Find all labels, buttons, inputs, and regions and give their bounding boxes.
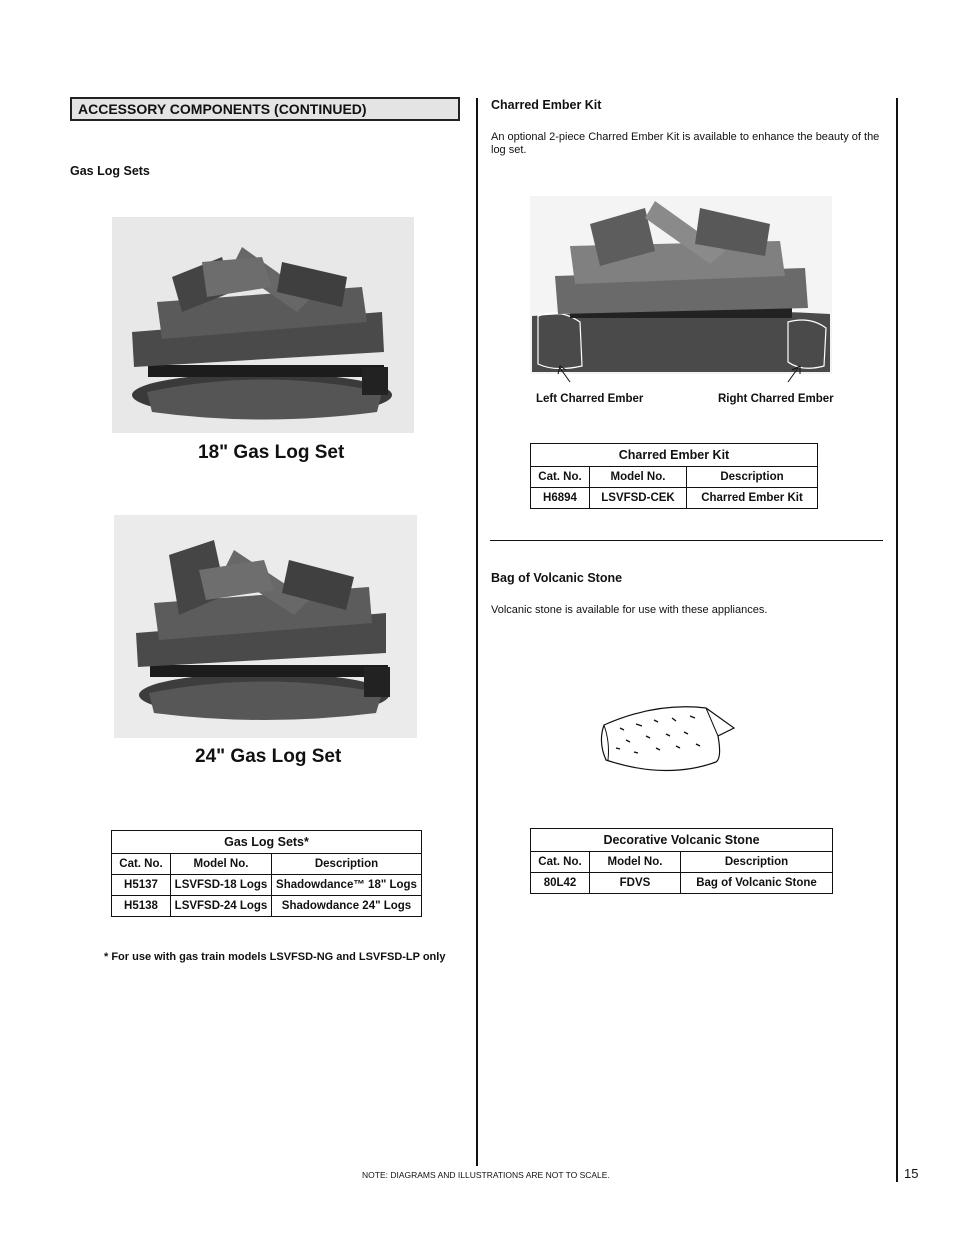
gas-log-footnote: * For use with gas train models LSVFSD-NG and LSVFSD-LP only bbox=[104, 951, 446, 963]
table-cell: Shadowdance 24" Logs bbox=[272, 896, 422, 917]
column-header: Cat. No. bbox=[531, 467, 590, 488]
table-row bbox=[531, 488, 818, 509]
volcanic-stone-description: Volcanic stone is available for use with these appliances. bbox=[491, 604, 768, 616]
table-cell: Charred Ember Kit bbox=[687, 488, 818, 509]
gas-log-24-photo bbox=[114, 515, 417, 738]
charred-ember-description: An optional 2-piece Charred Ember Kit is available to enhance the beauty of the log set. bbox=[491, 131, 880, 156]
column-header: Description bbox=[272, 854, 422, 875]
section-title: ACCESSORY COMPONENTS (CONTINUED) bbox=[70, 97, 460, 121]
table-cell: H5137 bbox=[112, 875, 171, 896]
footer-note: NOTE: DIAGRAMS AND ILLUSTRATIONS ARE NOT TO SCALE. bbox=[362, 1170, 610, 1180]
charred-ember-photo bbox=[530, 196, 832, 374]
table-cell: LSVFSD-24 Logs bbox=[171, 896, 272, 917]
table-cell: H6894 bbox=[531, 488, 590, 509]
column-divider bbox=[476, 98, 478, 1166]
table-cell: FDVS bbox=[590, 873, 681, 894]
table-row bbox=[531, 873, 833, 894]
page-right-rule bbox=[896, 98, 898, 1182]
column-header: Model No. bbox=[171, 854, 272, 875]
column-header: Model No. bbox=[590, 467, 687, 488]
gas-log-sets-table bbox=[111, 830, 422, 917]
charred-ember-table bbox=[530, 443, 818, 509]
table-cell: 80L42 bbox=[531, 873, 590, 894]
caption-18-gas-log-set: 18" Gas Log Set bbox=[198, 442, 345, 463]
table-cell: Shadowdance™ 18" Logs bbox=[272, 875, 422, 896]
table-row bbox=[112, 896, 422, 917]
gas-log-heading: Gas Log Sets bbox=[70, 164, 150, 178]
table-title: Decorative Volcanic Stone bbox=[531, 829, 833, 852]
charred-ember-heading: Charred Ember Kit bbox=[491, 98, 602, 112]
table-title: Charred Ember Kit bbox=[531, 444, 818, 467]
table-row bbox=[112, 875, 422, 896]
column-header: Cat. No. bbox=[112, 854, 171, 875]
volcanic-stone-table bbox=[530, 828, 833, 894]
volcanic-stone-bag-illustration bbox=[596, 700, 738, 780]
table-cell: H5138 bbox=[112, 896, 171, 917]
left-charred-ember-label: Left Charred Ember bbox=[536, 393, 644, 405]
table-cell: LSVFSD-CEK bbox=[590, 488, 687, 509]
column-header: Description bbox=[687, 467, 818, 488]
column-header: Model No. bbox=[590, 852, 681, 873]
caption-24-gas-log-set: 24" Gas Log Set bbox=[195, 746, 342, 767]
ember-pointer-arrows bbox=[556, 362, 816, 384]
page-number: 15 bbox=[904, 1166, 919, 1181]
column-header: Cat. No. bbox=[531, 852, 590, 873]
volcanic-stone-heading: Bag of Volcanic Stone bbox=[491, 571, 623, 585]
table-cell: LSVFSD-18 Logs bbox=[171, 875, 272, 896]
column-header: Description bbox=[681, 852, 833, 873]
table-title: Gas Log Sets* bbox=[112, 831, 422, 854]
gas-log-18-photo bbox=[112, 217, 414, 433]
section-divider bbox=[490, 540, 883, 541]
right-charred-ember-label: Right Charred Ember bbox=[718, 393, 834, 405]
table-cell: Bag of Volcanic Stone bbox=[681, 873, 833, 894]
